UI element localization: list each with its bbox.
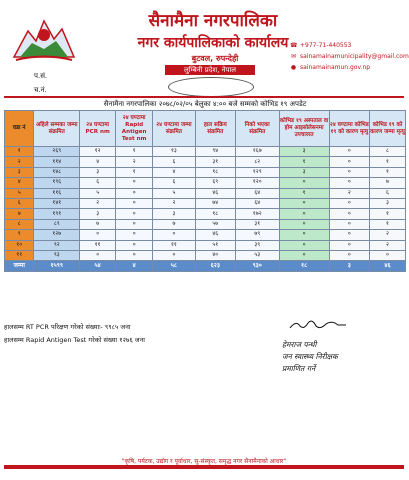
- table-cell: ६४: [235, 198, 279, 208]
- column-header: निको भएका संक्रमित: [235, 111, 279, 147]
- table-cell: ७: [80, 219, 116, 229]
- table-cell: १२०: [235, 178, 279, 188]
- footer-slogan: "कृषि, पर्यटक, उद्योग र पूर्वाधार, सु-संस्कृत, समृद्ध नगर सैनामैनाको आधार": [121, 458, 287, 465]
- table-row: [5, 230, 406, 240]
- table-cell: ०: [329, 178, 369, 188]
- column-header: वडा नं: [5, 111, 34, 147]
- total-cell: ४६: [369, 261, 405, 271]
- column-header: २४ घण्टामा PCR nm: [80, 111, 116, 147]
- table-cell: ०: [279, 250, 329, 260]
- table-cell: १: [369, 219, 405, 229]
- table-cell: २: [80, 198, 116, 208]
- total-cell: ५८: [153, 261, 195, 271]
- table-cell: १४१: [34, 198, 80, 208]
- report-title: सैनामैना नगरपालिका २०७८/०२/०५ बेलुका ४:०० बजे सम्मको कोभिड १९ अपडेट: [103, 100, 307, 108]
- table-cell: १: [369, 209, 405, 219]
- table-cell: ०: [116, 240, 153, 250]
- table-cell: ३: [279, 147, 329, 157]
- table-row: [5, 219, 406, 229]
- table-cell: ३: [80, 167, 116, 177]
- column-header: अहिले सम्मका जम्मा संक्रमित: [34, 111, 80, 147]
- table-row: [5, 147, 406, 157]
- table-cell: ६: [153, 178, 195, 188]
- table-cell: ०: [279, 240, 329, 250]
- table-cell: २: [116, 157, 153, 167]
- table-cell: ७४: [195, 198, 235, 208]
- table-cell: १: [116, 147, 153, 157]
- table-cell: ४: [80, 157, 116, 167]
- table-cell: ६९: [195, 178, 235, 188]
- table-cell: १४८: [34, 167, 80, 177]
- table-cell: ६: [153, 157, 195, 167]
- table-cell: ७९: [235, 230, 279, 240]
- signatory-name: हेमराज पन्थी: [282, 340, 317, 349]
- table-cell: ०: [153, 230, 195, 240]
- table-cell: १२: [80, 147, 116, 157]
- table-cell: ५१: [195, 240, 235, 250]
- pcr-note: हालसम्म RT PCR परिक्षण गरेको संख्याः- ९९८५ जना: [4, 323, 131, 331]
- emblem-logo: [10, 13, 78, 63]
- table-cell: ०: [329, 219, 369, 229]
- table-cell: ४०: [195, 250, 235, 260]
- table-cell: ०: [329, 250, 369, 260]
- table-cell: ८: [5, 219, 34, 229]
- table-cell: ०: [80, 230, 116, 240]
- table-cell: ३: [153, 209, 195, 219]
- table-cell: १८: [195, 167, 235, 177]
- total-cell: ५४: [80, 261, 116, 271]
- table-cell: १७२: [235, 209, 279, 219]
- envelope-icon: ✉: [290, 53, 297, 60]
- table-cell: ३: [80, 209, 116, 219]
- table-cell: ४: [5, 178, 34, 188]
- total-cell: ६२३: [195, 261, 235, 271]
- table-cell: १: [279, 188, 329, 198]
- dispatch-label: च.नं.: [34, 86, 47, 94]
- contact-phone: [290, 42, 351, 49]
- phone-icon: ☎: [290, 42, 298, 49]
- table-cell: २: [5, 157, 34, 167]
- header-divider: [4, 96, 404, 98]
- table-cell: ०: [329, 167, 369, 177]
- table-cell: ६: [80, 178, 116, 188]
- table-cell: १: [279, 157, 329, 167]
- table-cell: १९१: [34, 209, 80, 219]
- total-cell: ४: [116, 261, 153, 271]
- table-cell: ९२: [34, 240, 80, 250]
- table-cell: ०: [279, 209, 329, 219]
- table-cell: ४६: [195, 188, 235, 198]
- contact-email: [290, 53, 409, 60]
- table-cell: १: [369, 157, 405, 167]
- table-cell: ५: [5, 188, 34, 198]
- table-cell: ५७: [195, 219, 235, 229]
- table-cell: २: [329, 188, 369, 198]
- table-cell: ०: [116, 198, 153, 208]
- contact-website: [290, 64, 370, 71]
- table-cell: ११४: [34, 157, 80, 167]
- table-cell: ०: [329, 157, 369, 167]
- table-cell: ४: [153, 167, 195, 177]
- rapid-note: हालसम्म Rapid Antigen Test गरेको संख्या १२७६ जना: [4, 336, 145, 344]
- table-cell: ०: [279, 198, 329, 208]
- table-cell: ५: [153, 188, 195, 198]
- table-cell: ०: [116, 188, 153, 198]
- column-header: हाल सक्रिय संक्रमित: [195, 111, 235, 147]
- total-cell: १५९९: [34, 261, 80, 271]
- table-cell: ०: [279, 219, 329, 229]
- table-row: [5, 167, 406, 177]
- table-cell: ०: [329, 240, 369, 250]
- table-row: [5, 250, 406, 260]
- column-header: २४ घण्टामा जम्मा संक्रमित: [153, 111, 195, 147]
- table-cell: ०: [329, 209, 369, 219]
- table-cell: ९४: [195, 147, 235, 157]
- table-cell: ०: [116, 250, 153, 260]
- table-cell: ८९: [34, 219, 80, 229]
- table-cell: ०: [279, 230, 329, 240]
- table-cell: १६७: [235, 147, 279, 157]
- table-cell: १३: [153, 147, 195, 157]
- table-cell: २६९: [34, 147, 80, 157]
- table-cell: १२७: [34, 230, 80, 240]
- signature: [288, 318, 348, 332]
- province-banner: लुम्बिनी प्रदेश, नेपाल: [165, 65, 255, 75]
- table-cell: ५३: [235, 250, 279, 260]
- table-cell: ०: [279, 178, 329, 188]
- table-cell: ८२: [235, 157, 279, 167]
- table-cell: ३: [279, 167, 329, 177]
- table-cell: ११: [80, 240, 116, 250]
- table-cell: ९: [5, 230, 34, 240]
- table-cell: ६: [369, 188, 405, 198]
- address: बुटवल, रुपन्देही: [191, 54, 239, 63]
- column-header: कोभिड १९ को कारण जम्मा मृत्यु: [369, 111, 405, 147]
- table-cell: ११६: [34, 188, 80, 198]
- table-cell: ०: [116, 209, 153, 219]
- table-cell: ८: [369, 147, 405, 157]
- total-cell: १८: [279, 261, 329, 271]
- table-cell: २: [153, 198, 195, 208]
- total-row: [5, 261, 406, 271]
- table-cell: १८: [195, 209, 235, 219]
- table-cell: ३१: [195, 157, 235, 167]
- table-cell: ३१: [235, 219, 279, 229]
- table-cell: ६: [5, 198, 34, 208]
- office-stamp: [168, 77, 254, 97]
- total-cell: ३: [329, 261, 369, 271]
- table-cell: ०: [329, 147, 369, 157]
- table-cell: ९३: [34, 250, 80, 260]
- table-cell: १: [5, 147, 34, 157]
- table-header-row: [5, 111, 406, 147]
- table-row: [5, 157, 406, 167]
- table-row: [5, 188, 406, 198]
- ref-label: प.सं.: [34, 72, 48, 80]
- footer-band: [4, 465, 404, 469]
- table-cell: ११: [5, 250, 34, 260]
- org-name: सैनामैना नगरपालिका: [148, 11, 278, 31]
- column-header: कोभिड १९ अस्पताल वा होम आइसोलेसनमा उपचाररत: [279, 111, 329, 147]
- table-cell: ७: [153, 219, 195, 229]
- table-cell: ०: [369, 250, 405, 260]
- table-cell: ०: [329, 198, 369, 208]
- table-cell: ३: [5, 167, 34, 177]
- covid-ward-table: [4, 110, 406, 272]
- table-cell: ६४: [235, 188, 279, 198]
- table-cell: ७: [369, 178, 405, 188]
- table-cell: ०: [329, 230, 369, 240]
- table-cell: ०: [116, 230, 153, 240]
- table-row: [5, 240, 406, 250]
- signatory-role: प्रमाणित गर्ने: [282, 364, 316, 373]
- website-url: sainamainamun.gov.np: [300, 64, 371, 71]
- table-cell: ३९: [235, 240, 279, 250]
- email-address: sainamainamunicipality@gmail.com: [300, 53, 409, 60]
- column-header: २४ घण्टामा कोभिड १९ को कारण मृत्यु: [329, 111, 369, 147]
- table-cell: १९६: [34, 178, 80, 188]
- table-cell: १०: [5, 240, 34, 250]
- column-header: २४ घण्टामा Rapid Antigen Test nm: [116, 111, 153, 147]
- table-cell: ४६: [195, 230, 235, 240]
- table-cell: ०: [116, 178, 153, 188]
- globe-icon: ●: [290, 64, 297, 71]
- table-cell: ३: [369, 198, 405, 208]
- office-name: नगर कार्यपालिकाको कार्यालय: [137, 35, 289, 51]
- table-cell: ७: [5, 209, 34, 219]
- table-cell: ०: [116, 219, 153, 229]
- table-row: [5, 209, 406, 219]
- table-cell: ०: [80, 250, 116, 260]
- table-row: [5, 178, 406, 188]
- total-cell: ९३०: [235, 261, 279, 271]
- table-cell: १: [116, 167, 153, 177]
- table-cell: १२९: [235, 167, 279, 177]
- table-cell: ११: [153, 240, 195, 250]
- table-cell: ०: [153, 250, 195, 260]
- table-cell: १: [369, 167, 405, 177]
- phone-number: +977-71-440553: [300, 42, 352, 49]
- table-row: [5, 198, 406, 208]
- table-cell: ५: [80, 188, 116, 198]
- signatory-title: जन स्वास्थ्य निरीक्षक: [282, 352, 338, 361]
- total-cell: जम्मा: [5, 261, 34, 271]
- table-cell: २: [369, 230, 405, 240]
- table-cell: २: [369, 240, 405, 250]
